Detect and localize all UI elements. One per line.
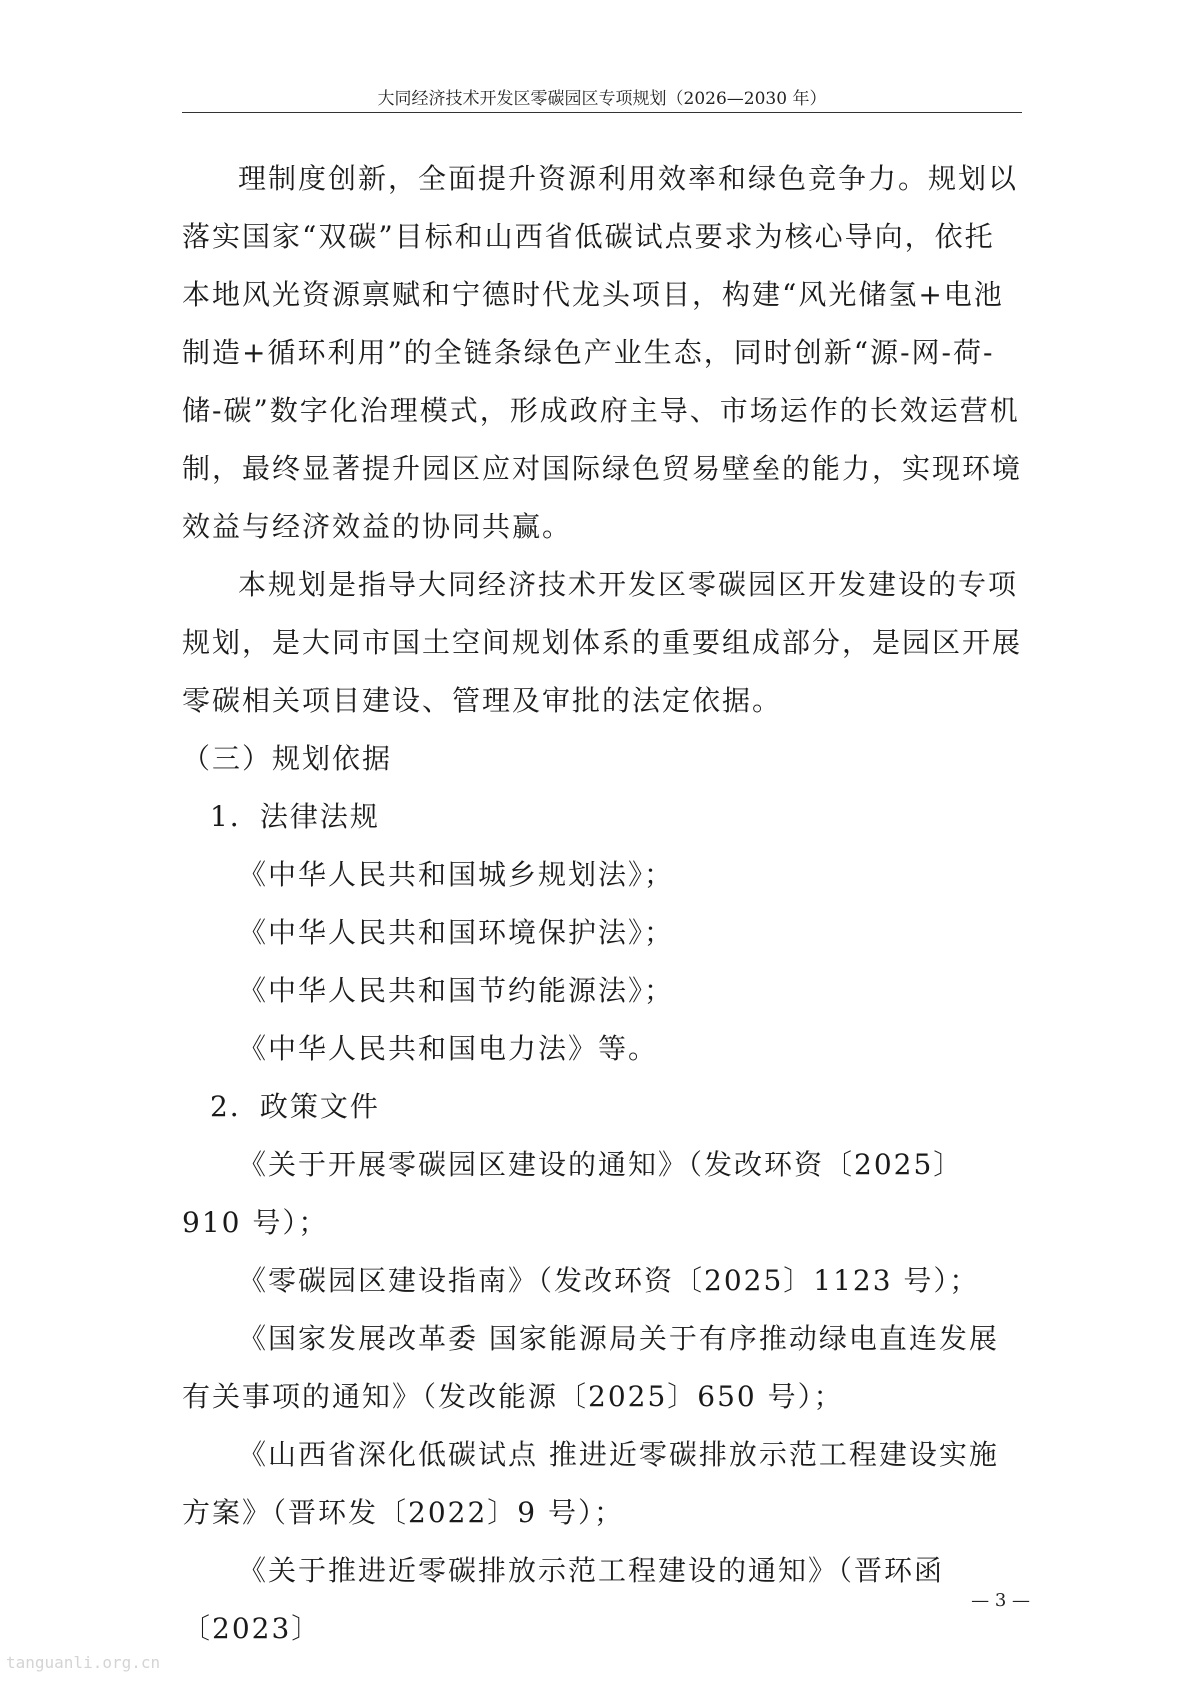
section-heading: （三）规划依据	[182, 742, 393, 775]
subsection-heading: 2．政策文件	[210, 1090, 380, 1123]
watermark: tanguanli.org.cn	[6, 1653, 161, 1672]
page-number: — 3 —	[971, 1590, 1030, 1611]
policy-item: 《山西省深化低碳试点 推进近零碳排放示范工程建设实施方案》（晋环发〔2022〕9 号）；	[182, 1438, 999, 1529]
policy-item: 《零碳园区建设指南》（发改环资〔2025〕1123 号）；	[238, 1264, 980, 1297]
policy-item: 《关于开展零碳园区建设的通知》（发改环资〔2025〕910 号）；	[182, 1148, 964, 1239]
document-body	[182, 150, 1022, 1658]
header-divider	[182, 112, 1022, 113]
body-paragraph: 理制度创新，全面提升资源利用效率和绿色竞争力。规划以落实国家“双碳”目标和山西省低碳试点要求为核心导向，依托本地风光资源禀赋和宁德时代龙头项目，构建“风光储氢+电池制造+循环利用”的全链条绿色产业生态，同时创新“源-网-荷-储-碳”数字化治理模式，形成政府主导、市场运作的长效运营机制，最终显著提升园区应对国际绿色贸易壁垒的能力，实现环境效益与经济效益的协同共赢。	[182, 162, 1023, 543]
law-item: 《中华人民共和国节约能源法》；	[238, 974, 675, 1007]
law-item: 《中华人民共和国城乡规划法》；	[238, 858, 675, 891]
body-paragraph: 本规划是指导大同经济技术开发区零碳园区开发建设的专项规划，是大同市国土空间规划体系的重要组成部分，是园区开展零碳相关项目建设、管理及审批的法定依据。	[182, 568, 1023, 717]
law-item: 《中华人民共和国电力法》等。	[238, 1032, 659, 1065]
policy-item: 《关于推进近零碳排放示范工程建设的通知》（晋环函〔2023〕	[182, 1554, 945, 1645]
policy-item: 《国家发展改革委 国家能源局关于有序推动绿电直连发展有关事项的通知》（发改能源〔2025〕650 号）；	[182, 1322, 999, 1413]
subsection-heading: 1．法律法规	[210, 800, 380, 833]
law-item: 《中华人民共和国环境保护法》；	[238, 916, 675, 949]
running-header: 大同经济技术开发区零碳园区专项规划（2026—2030 年）	[377, 89, 827, 109]
